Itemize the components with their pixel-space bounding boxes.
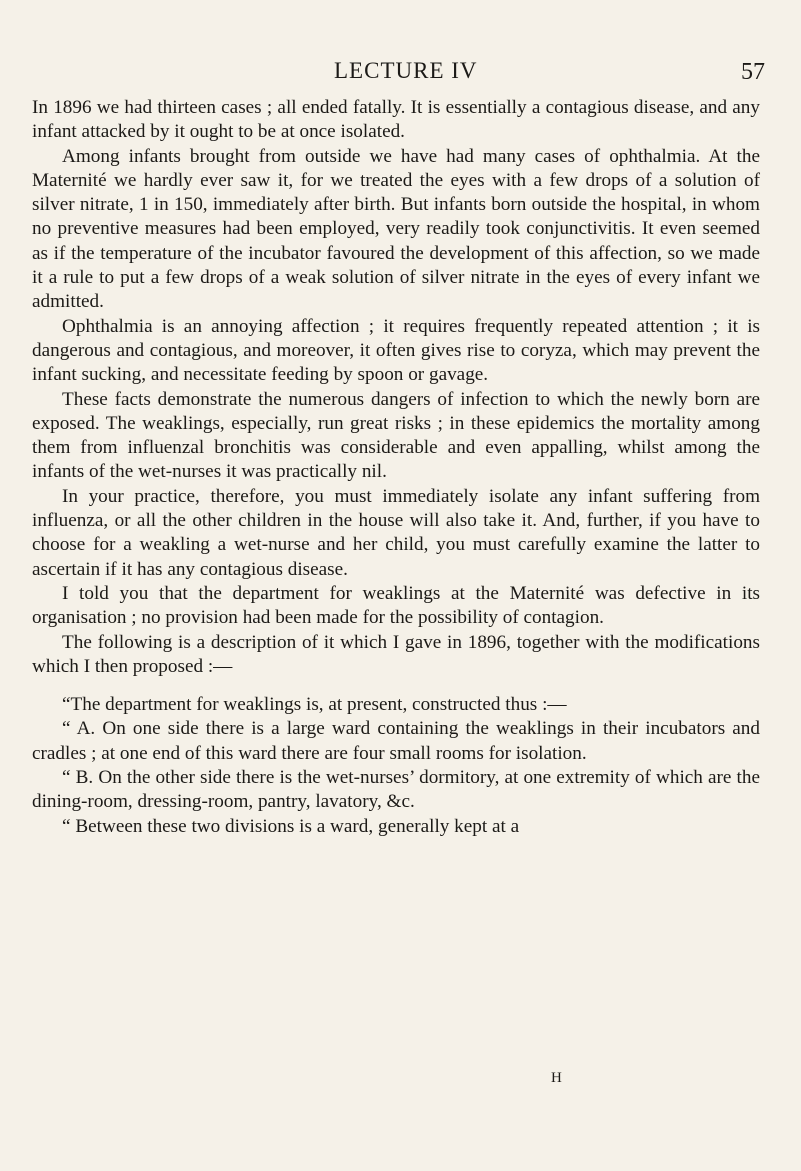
paragraph: The following is a description of it which I gave in 1896, together with the modifications which I then proposed :— <box>32 631 760 677</box>
paragraph: I told you that the department for weaklings at the Maternité was defective in its organisation ; no provision had been made for the possibility of contagion. <box>32 582 760 629</box>
quote-paragraph: “ B. On the other side there is the wet-nurses’ dormitory, at one extremity of which are the dining-room, dressing-room, pantry, lavatory, &c. <box>32 767 760 813</box>
paragraph: Ophthalmia is an annoying affection ; it requires frequently repeated attention ; it is dangerous and contagious, and moreover, it often gives rise to coryza, which may prevent the infant sucking, and necessitate feeding by spoon or gavage. <box>32 315 760 386</box>
page-header <box>0 58 801 88</box>
paragraph: Among infants brought from outside we have had many cases of ophthalmia. At the Maternité we hardly ever saw it, for we treated the eyes with a few drops of a solution of silver nitrate, 1 in 150, immediately after birth. But infants born outside the hospital, in whom no preventive measures had been employed, very readily took conjunctivitis. It even seemed as if the temperature of the incubator favoured the development of this affection, so we made it a rule to put a few drops of a weak solution of silver nitrate in the eyes of every infant we admitted. <box>32 145 760 313</box>
quote-paragraph: “ Between these two divisions is a ward, generally kept at a <box>62 815 520 837</box>
quote-paragraph: “ A. On one side there is a large ward containing the weaklings in their incubators and cradles ; at one end of this ward there are four small rooms for isolation. <box>32 718 760 764</box>
quote-paragraph: “The department for weaklings is, at present, constructed thus :— <box>62 694 567 716</box>
running-title: LECTURE IV <box>334 58 478 83</box>
paragraph: In 1896 we had thirteen cases ; all ended fatally. It is essentially a contagious disease, and any infant attacked by it ought to be at once isolated. <box>32 97 760 143</box>
paragraph: In your practice, therefore, you must immediately isolate any infant suffering from influenza, or all the other children in the house will also take it. And, further, if you have to choose for a weakling a wet-nurse and her child, you must carefully examine the latter to ascertain if it has any contagious disease. <box>32 485 760 580</box>
signature-mark: H <box>551 1070 562 1086</box>
paragraph: These facts demonstrate the numerous dangers of infection to which the newly born are exposed. The weaklings, especially, run great risks ; in these epidemics the mortality among them from influenzal bronchitis was considerable and even appalling, whilst among the infants of the wet-nurses it was practically nil. <box>32 388 760 483</box>
body-text <box>32 96 760 839</box>
page-number: 57 <box>741 59 765 85</box>
